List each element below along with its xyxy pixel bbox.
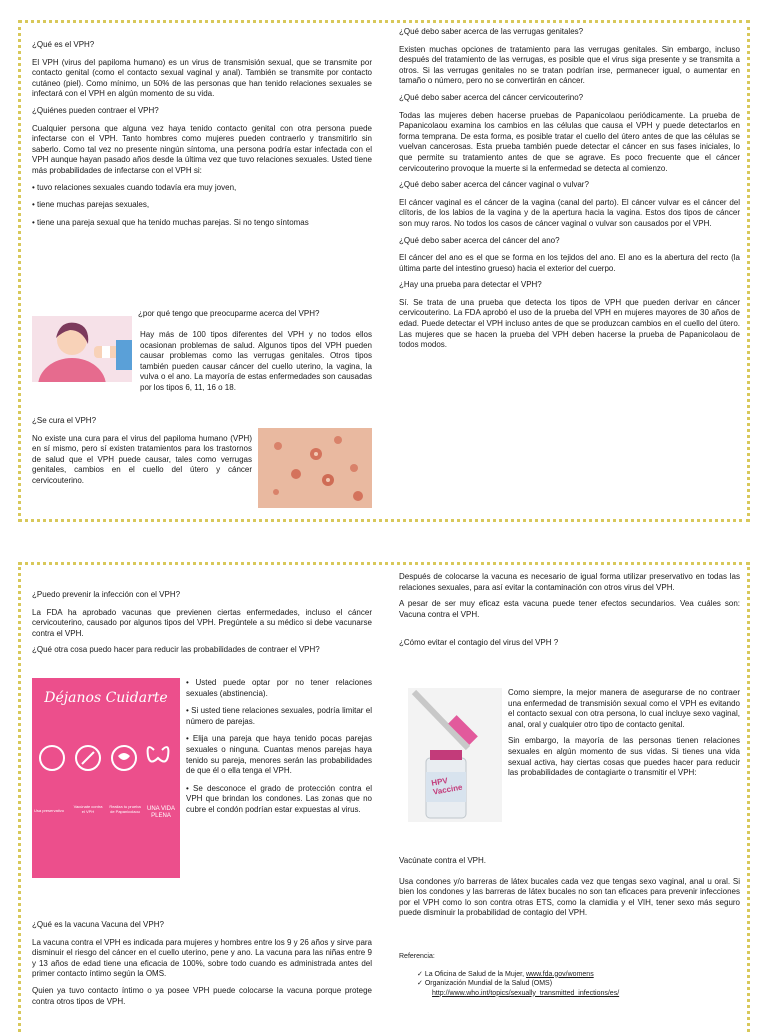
heading-evitar-contagio: ¿Cómo evitar el contagio del virus del VPH ? — [399, 638, 559, 648]
ref1-link[interactable]: www.fda.gov/womens — [526, 970, 594, 978]
para-se-cura: No existe una cura para el virus del papiloma humano (VPH) en sí mismo, pero sí existen tratamientos para los trastornos de salud que el VPH puede causar, tales como verrugas genitales, cambios en el cuello del útero y cáncer cervicouterino. — [32, 433, 252, 485]
para-prevenir: La FDA ha aprobado vacunas que previenen ciertas enfermedades, incluso el cáncer cervicouterino, causado por algunos tipos del VPH. Pregúntele a su médico si debe vacunarse contra el VPH. — [32, 607, 372, 638]
prevention-item: • Si usted tiene relaciones sexuales, podría limitar el número de parejas. — [186, 706, 372, 726]
prevention-item: • Elija una pareja que haya tenido pocas parejas sexuales o ninguna. Cuantas menos parejas haya tenido su pareja, menores serán las probabilidades de que él o ella tenga el VPH. — [186, 734, 372, 776]
para-vacuna-2: Quien ya tuvo contacto íntimo o ya posee VPH puede colocarse la vacuna porque protege contra otros tipos de VPH. — [32, 985, 372, 1006]
heading-prueba: ¿Hay una prueba para detectar el VPH? — [399, 280, 542, 290]
vaccine-section — [32, 920, 372, 1013]
hpv-vaccine-photo — [408, 688, 502, 822]
risk-item: • tiene una pareja sexual que ha tenido muchas parejas. Si no tengo síntomas — [32, 217, 309, 227]
references — [399, 952, 740, 998]
ref1-text: La Oficina de Salud de la Mujer, — [424, 970, 526, 978]
para-quienes: Cualquier persona que alguna vez haya tenido contacto genital con otra persona puede infectarse con el VPH. Tanto hombres como mujeres pueden contraerlo y transmitirlo sin saberlo. Como tal vez no presente ningún síntoma, una persona podría estar infectada con el VPH aunque hayan pasado años desde la última vez que tuvo relaciones sexuales. Usted tiene más probabilidades de infectarse con el VPH si: — [32, 123, 372, 175]
banner-label-vacunate: Vacúnate contra el VPH — [73, 804, 103, 814]
banner-label-papanicolaou: Realiza tu prueba de Papanicolaou — [109, 804, 141, 814]
para-sin-embargo: Sin embargo, la mayoría de las personas tienen relaciones sexuales en algún momento de sus vidas. Si tienes una vida sexual activa, hay ciertas cosas que puedes hacer para reducir las probabilidades de contagiarte o transmitir el VPH: — [508, 736, 740, 778]
prevention-item: • Se desconoce el grado de protección contra el VPH que brindan los condones. Las zonas que no cubre el condón podrían estar expuestas al virus. — [186, 783, 372, 814]
para-vaginal-vulvar: El cáncer vaginal es el cáncer de la vagina (canal del parto). El cáncer vulvar es el cáncer del clítoris, de los labios de la vagina y de la apertura hacia la vagina. Estos dos tipos de cáncer son muy raros. No todos los casos de cáncer vaginal o vulvar son causados por el VPH. — [399, 197, 740, 228]
heading-quienes: ¿Quiénes pueden contraer el VPH? — [32, 105, 159, 115]
risk-item: • tiene muchas parejas sexuales, — [32, 200, 150, 210]
prevention-list — [186, 678, 372, 823]
heading-verrugas: ¿Qué debo saber acerca de las verrugas genitales? — [399, 27, 584, 36]
para-mejor-manera: Como siempre, la mejor manera de asegurarse de no contraer una enfermedad de transmisión sexual como el VPH es evitando el contacto sexual con otra persona, lo cual incluye sexo vaginal, anal, oral y cualquier otro tipo de contacto genital. — [508, 688, 740, 729]
para-vacunate: Vacúnate contra el VPH. — [399, 856, 487, 865]
dejanos-cuidarte-banner — [32, 678, 180, 878]
ref-item-1 — [417, 970, 740, 980]
para-prueba: Sí. Se trata de una prueba que detecta los tipos de VPH que pueden derivar en cáncer cervicouterino. La FDA aprobó el uso de la prueba del VPH en mujeres mayores de 30 años de edad. Puede detectar el VPH incluso antes de que se produzcan cambios en el cuello del útero. Las mujeres que se hacen la prueba del VPH deben hacerse la prueba de Papanicolaou de todos modos. — [399, 297, 740, 350]
para-condones: Usa condones y/o barreras de látex bucales cada vez que tengas sexo vaginal, anal u oral. Si bien los condones y las barreras de látex bucales no son tan eficaces para prevenir infecciones por el VPH como lo son contra otras ETS, como la clamidia y el VIH, tener sexo más seguro puede disminuir la probabilidad de contagio del VPH. — [399, 876, 740, 918]
check-icon: ✓ — [417, 970, 423, 978]
risk-item: • tuvo relaciones sexuales cuando todavía era muy joven, — [32, 182, 237, 192]
para-que-es-vph: El VPH (virus del papiloma humano) es un virus de transmisión sexual, que se transmite por contacto genital (como el contacto sexual vaginal y anal). También se transmite por contacto cutáneo (piel). Como mínimo, un 50% de las personas que han tenido relaciones sexuales se infectará con el VPH en algún momento de su vida. — [32, 57, 372, 99]
heading-por-que: ¿por qué tengo que preocuparme acerca del VPH? — [138, 309, 320, 318]
heading-vaginal-vulvar: ¿Qué debo saber acerca del cáncer vaginal o vulvar? — [399, 180, 589, 190]
evitar-text — [508, 688, 740, 785]
top-right-column — [399, 27, 740, 357]
heading-prevenir: ¿Puedo prevenir la infección con el VPH? — [32, 590, 181, 599]
check-icon: ✓ — [417, 980, 423, 987]
heading-cervicouterino: ¿Qué debo saber acerca del cáncer cervicouterino? — [399, 92, 584, 102]
para-despues-vacuna: Después de colocarse la vacuna es necesario de igual forma utilizar preservativo en todas las relaciones sexuales, para así evitar la contaminación con otros virus del VPH. — [399, 572, 740, 592]
banner-label-preservativo: Usa preservativo — [34, 808, 65, 813]
heading-se-cura: ¿Se cura el VPH? — [32, 416, 97, 425]
ref-item-2 — [417, 979, 740, 989]
skin-lesions-photo — [258, 428, 372, 508]
heading-que-es-vph: ¿Qué es el VPH? — [32, 40, 95, 49]
para-ano: El cáncer del ano es el que se forma en los tejidos del ano. El ano es la abertura del recto (la última parte del intestino grueso) hacia el exterior del cuerpo. — [399, 253, 740, 273]
para-vacuna: La vacuna contra el VPH es indicada para mujeres y hombres entre los 9 y 26 años y sirve para disminuir el riesgo del cáncer en el cuello uterino, pene y ano. La vacuna para las niñas entre 9 y 13 años de edad tiene una eficacia de 100%, sobre todo cuando es administrada antes del primer contacto íntimo según la OMS. — [32, 937, 372, 979]
why-worry-body — [32, 330, 372, 400]
ref2-text: Organización Mundial de la Salud (OMS) — [424, 980, 553, 987]
risk-list — [32, 183, 372, 229]
para-efectos: A pesar de ser muy eficaz esta vacuna puede tener efectos secundarios. Vea cuáles son: Vacuna contra el VPH. — [399, 599, 740, 619]
ref2-link[interactable]: http://www.who.int/topics/sexually_transmitted_infections/es/ — [432, 989, 620, 997]
vacunate-section — [399, 856, 740, 925]
cure-section — [32, 416, 252, 493]
ref-title: Referencia: — [399, 953, 435, 960]
bottom-right-column — [399, 572, 740, 656]
heading-reducir: ¿Qué otra cosa puedo hacer para reducir las probabilidades de contraer el VPH? — [32, 645, 320, 655]
banner-title: Déjanos Cuidarte — [44, 690, 168, 706]
heading-vacuna: ¿Qué es la vacuna Vacuna del VPH? — [32, 920, 164, 929]
para-cervicouterino: Todas las mujeres deben hacerse pruebas de Papanicolaou periódicamente. La prueba de Papanicolaou examina los cambios en las células que causa el VPH y puede detectarlos en forma temprana. De esta forma, es posible tratar el cuello del útero antes de que las células se vuelvan cancerosas. Esta prueba también puede detectar el cáncer en sus fases iniciales, lo que permite su tratamiento antes de que se agrave. Es poco frecuente que el cáncer cervicouterino provoque la muerte si la enfermedad se detecta al comienzo. — [399, 110, 740, 173]
para-por-que: Hay más de 100 tipos diferentes del VPH y no todos ellos ocasionan problemas de salud. Algunos tipos del VPH pueden causar problemas como las verrugas genitales. Otros tipos también pueden causar cáncer del cuello uterino, la vagina, la vulva o el ano. La mayoría de estas enfermedades son causadas por los tipos 6, 11, 16 o 18. — [140, 330, 372, 392]
bottom-left-column — [32, 590, 372, 663]
prevention-item: • Usted puede optar por no tener relaciones sexuales (abstinencia). — [186, 678, 372, 698]
vial-label: HPV Vaccine — [430, 776, 464, 797]
top-left-column — [32, 40, 372, 235]
para-verrugas: Existen muchas opciones de tratamiento para las verrugas genitales. Sin embargo, incluso después del tratamiento de las verrugas, es posible que el virus siga presente y se transmita a otros. Si las verrugas genitales no se tratan podrían irse, permanecer igual, o aumentar en tamaño o número, pero no se convertirán en cáncer. — [399, 44, 740, 86]
heading-ano: ¿Qué debo saber acerca del cáncer del ano? — [399, 235, 560, 245]
why-worry-section — [138, 309, 374, 327]
banner-icons — [32, 722, 180, 792]
banner-label-vida-plena: UNA VIDA PLENA — [146, 806, 175, 819]
ref-item-2-link — [432, 989, 740, 999]
